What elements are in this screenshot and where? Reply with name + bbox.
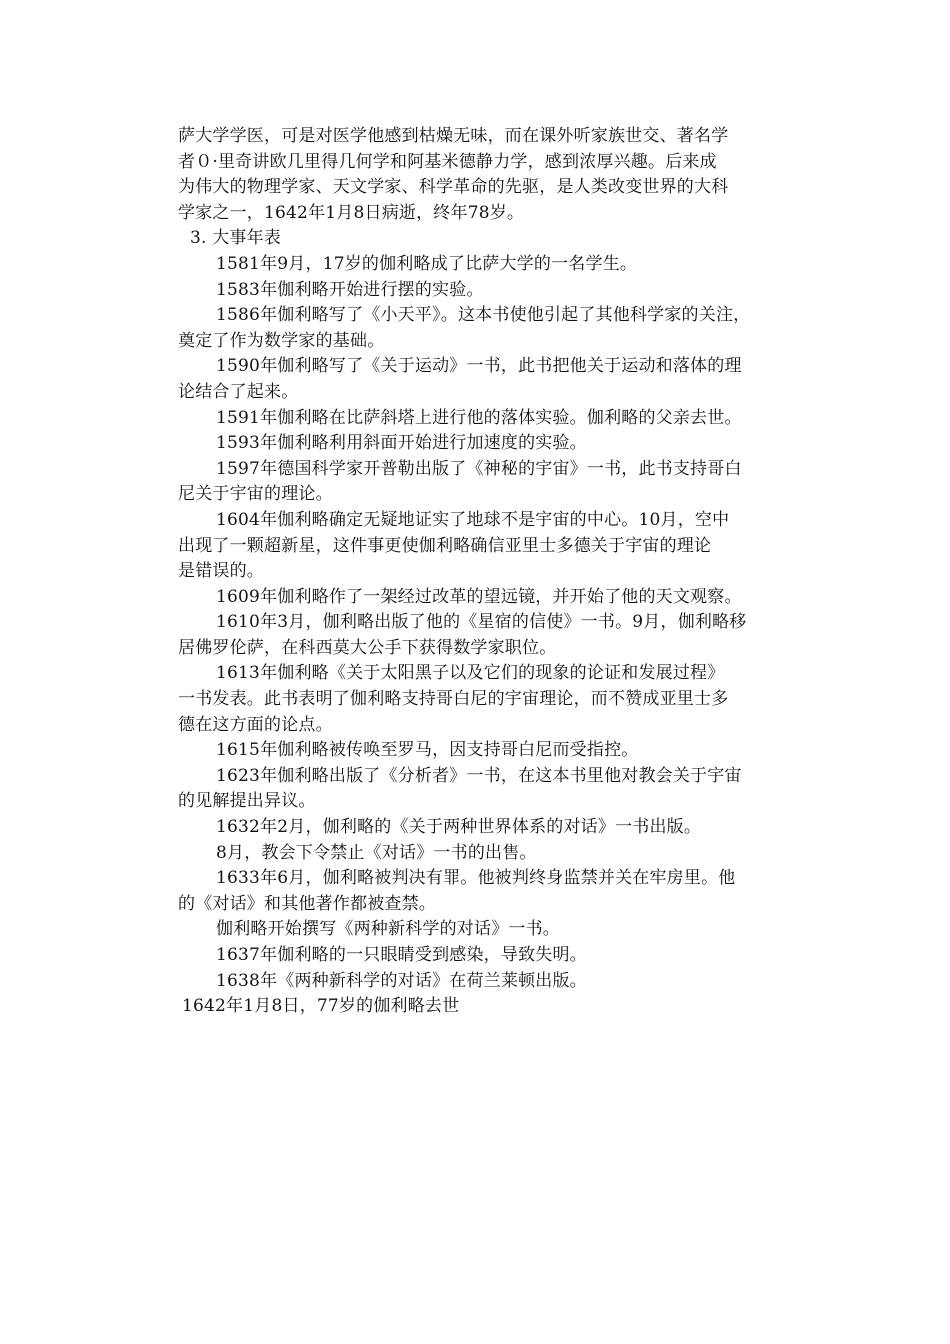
timeline-line: 1613年伽利略《关于太阳黑子以及它们的现象的论证和发展过程》 [216,663,725,684]
timeline-entry [178,969,790,995]
timeline-line: 居佛罗伦萨，在科西莫大公手下获得数学家职位。 [178,637,557,658]
timeline-entry [178,585,790,611]
timeline-line: 1593年伽利略利用斜面开始进行加速度的实验。 [216,433,587,454]
timeline-entry [178,841,790,867]
timeline-line: 1597年德国科学家开普勒出版了《神秘的宇宙》一书，此书支持哥白 [216,458,742,479]
timeline-line: 的《对话》和其他著作都被查禁。 [178,893,436,914]
timeline-entry [178,278,790,304]
timeline-line: 是错误的。 [178,561,264,582]
timeline-line: 1623年伽利略出版了《分析者》一书，在这本书里他对教会关于宇宙 [216,765,742,786]
timeline-entry [178,406,790,432]
timeline-line: 出现了一颗超新星，这件事更使伽利略确信亚里士多德关于宇宙的理论 [178,535,712,556]
timeline-line: 尼关于宇宙的理论。 [178,484,333,505]
timeline-line: 1609年伽利略作了一架经过改革的望远镜，并开始了他的天文观察。 [216,586,742,607]
timeline-line: 1632年2月，伽利略的《关于两种世界体系的对话》一书出版。 [216,817,702,838]
timeline-entry [178,815,790,841]
timeline-line: 论结合了起来。 [178,381,299,402]
timeline-line: 8月，教会下令禁止《对话》一书的出售。 [216,842,537,863]
document-page [178,124,790,1020]
timeline-line: 奠定了作为数学家的基础。 [178,330,385,351]
timeline-entry [178,354,790,405]
timeline-line: 1591年伽利略在比萨斜塔上进行他的落体实验。伽利略的父亲去世。 [216,407,742,428]
timeline-entry [178,303,790,354]
timeline-line: 1604年伽利略确定无疑地证实了地球不是宇宙的中心。10月，空中 [216,509,730,530]
timeline-line: 1637年伽利略的一只眼睛受到感染，导致失明。 [216,945,587,965]
timeline-list [178,252,790,994]
timeline-line: 的见解提出异议。 [178,791,316,812]
timeline-entry [178,943,790,969]
timeline-line: 1615年伽利略被传唤至罗马，因支持哥白尼而受指控。 [216,740,639,761]
timeline-entry [178,457,790,508]
timeline-line: 1586年伽利略写了《小天平》。这本书使他引起了其他科学家的关注， [216,305,751,326]
timeline-line: 1638年《两种新科学的对话》在荷兰莱顿出版。 [216,970,587,991]
intro-line: 学家之一，1642年1月8日病逝，终年78岁。 [178,202,525,223]
timeline-entry [178,917,790,943]
intro-line: 者０·里奇讲欧几里得几何学和阿基米德静力学，感到浓厚兴趣。后来成 [178,151,717,172]
section-heading: 3. 大事年表 [190,228,282,249]
timeline-line: 1583年伽利略开始进行摆的实验。 [216,279,484,300]
timeline-line: 1633年6月，伽利略被判决有罪。他被判终身监禁并关在牢房里。他 [216,868,736,889]
timeline-entry [178,661,790,738]
timeline-entry [178,508,790,585]
timeline-entry [178,431,790,457]
timeline-entry [178,738,790,764]
timeline-line: 德在这方面的论点。 [178,714,333,735]
intro-line: 萨大学学医，可是对医学他感到枯燥无味，而在课外听家族世交、著名学 [178,126,729,146]
timeline-entry [178,866,790,917]
timeline-line: 一书发表。此书表明了伽利略支持哥白尼的宇宙理论，而不赞成亚里士多 [178,689,729,710]
timeline-entry [178,764,790,815]
timeline-line: 1590年伽利略写了《关于运动》一书，此书把他关于运动和落体的理 [216,356,742,377]
timeline-line: 1610年3月，伽利略出版了他的《星宿的信使》一书。9月，伽利略移 [216,612,747,633]
timeline-line: 伽利略开始撰写《两种新科学的对话》一书。 [216,919,560,940]
closing-line: 1642年1月8日，77岁的伽利略去世 [182,996,460,1017]
intro-paragraph [178,124,790,226]
timeline-line: 1581年9月，17岁的伽利略成了比萨大学的一名学生。 [216,253,638,274]
intro-line: 为伟大的物理学家、天文学家、科学革命的先驱，是人类改变世界的大科 [178,177,729,198]
timeline-entry [178,252,790,278]
timeline-entry [178,610,790,661]
